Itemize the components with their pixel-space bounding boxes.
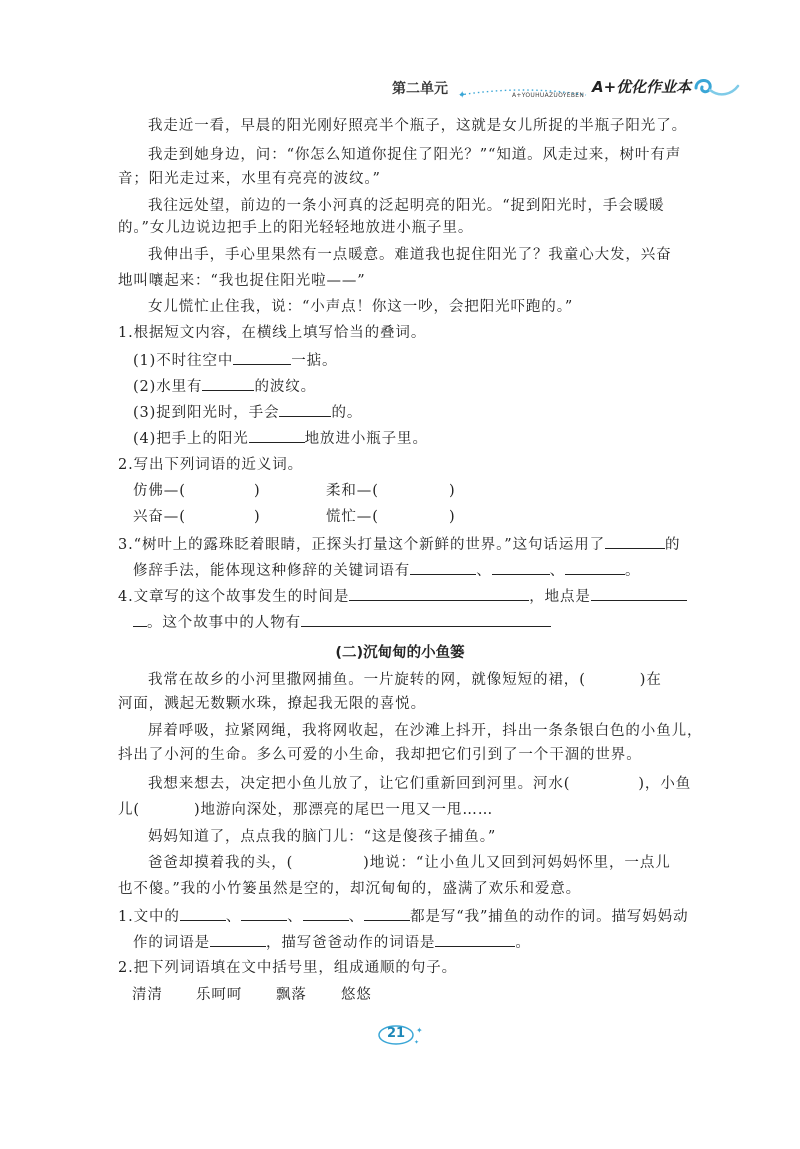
q2-1-text-a: 1.文中的: [118, 909, 180, 925]
swirl-logo-icon: [690, 76, 740, 98]
p5a-text: 爸爸却摸着我的头，(: [148, 855, 294, 871]
answer-blank[interactable]: [279, 402, 331, 417]
q2-word-1: 仿佛—(: [133, 483, 186, 499]
question-1-2: [133, 376, 316, 397]
period: 。: [515, 935, 531, 951]
passage1-p1: 我走近一看，早晨的阳光刚好照亮半个瓶子，这就是女儿所捉的半瓶子阳光了。: [148, 118, 687, 134]
q2-1-text-end: 都是写“我”捕鱼的动作的词。描写妈妈动: [410, 909, 689, 925]
q2-word-2: 柔和—(: [326, 483, 379, 499]
unit-label: 第二单元: [392, 81, 448, 97]
question-1-1: [133, 350, 337, 371]
svg-text:✦: ✦: [458, 90, 467, 99]
question-4b: [133, 612, 551, 633]
passage1-p4b: 地叫嚷起来：“我也捉住阳光啦——”: [118, 273, 366, 289]
passage2-p1a: [148, 670, 662, 690]
passage1-p2a: 我走到她身边，问：“你怎么知道你捉住了阳光？”“知道。风走过来，树叶有声: [148, 147, 682, 163]
answer-blank[interactable]: [133, 612, 147, 627]
word-option: 飘落: [276, 987, 307, 1003]
page-number-text: 21: [386, 1026, 406, 1041]
q4-text-a: 4.文章写的这个故事发生的时间是: [118, 589, 350, 605]
q3-text-a: 3.“树叶上的露珠眨着眼睛，正探头打量这个新鲜的世界。”这句话运用了: [118, 537, 606, 553]
answer-blank[interactable]: [180, 906, 226, 921]
p3b-text: 儿(: [118, 802, 140, 818]
answer-blank[interactable]: [303, 906, 349, 921]
p5a-end: )地说：“让小鱼儿又回到河妈妈怀里，一点儿: [363, 855, 671, 871]
question-1: 1.根据短文内容，在横线上填写恰当的叠词。: [118, 325, 427, 341]
q1-3-text-a: (3)捉到阳光时，手会: [133, 405, 280, 421]
passage1-p4a: 我伸出手，手心里果然有一点暖意。难道我也捉住阳光了？我童心大发，兴奋: [148, 247, 672, 263]
word-option: 乐呵呵: [196, 987, 243, 1003]
q1-4-text-a: (4)把手上的阳光: [133, 431, 249, 447]
paren-close: ): [449, 509, 456, 525]
separator: 、: [225, 909, 242, 925]
q2-1-text-b: 作的词语是: [133, 935, 210, 951]
answer-blank[interactable]: [492, 560, 550, 575]
separator: 、: [287, 909, 303, 925]
answer-blank[interactable]: [241, 906, 287, 921]
passage2-p3b: [118, 800, 493, 820]
answer-blank[interactable]: [591, 586, 687, 601]
answer-blank[interactable]: [435, 932, 515, 947]
p1a-end: )在: [639, 672, 662, 688]
q1-2-text-a: (2)水里有: [133, 379, 203, 395]
passage2-p3a: [148, 774, 691, 794]
passage2-p2a: 屏着呼吸，拉紧网绳，我将网收起，在沙滩上抖开，抖出一条条银白色的小鱼儿，: [148, 723, 703, 739]
p3a-end: )，小鱼: [638, 776, 692, 792]
passage1-p3b: 的。”女儿边说边把手上的阳光轻轻地放进小瓶子里。: [118, 220, 474, 236]
q1-3-text-b: 的。: [331, 405, 363, 421]
separator: 、: [476, 563, 492, 579]
page-header: [392, 74, 752, 108]
page-number: [376, 1024, 424, 1046]
q1-1-text-b: 一掂。: [291, 353, 338, 369]
paren-close: ): [254, 509, 261, 525]
passage2-p5b: 也不傻。”我的小竹篓虽然是空的，却沉甸甸的，盛满了欢乐和爱意。: [118, 881, 582, 897]
q2-word-4: 慌忙—(: [326, 509, 379, 525]
q2-word-3: 兴奋—(: [133, 509, 186, 525]
answer-blank[interactable]: [349, 586, 529, 601]
pinyin-label: A+YOUHUAZUOYEBEN: [512, 92, 585, 99]
book-title: A+优化作业本: [592, 78, 692, 96]
answer-blank[interactable]: [565, 560, 625, 575]
answer-blank[interactable]: [202, 376, 254, 391]
question2-1b: [133, 932, 531, 953]
word-option: 悠悠: [341, 987, 372, 1003]
question-2: 2.写出下列词语的近义词。: [118, 457, 304, 473]
separator: 、: [348, 909, 365, 925]
p1a-text: 我常在故乡的小河里撒网捕鱼。一片旋转的网，就像短短的裙，(: [148, 672, 586, 688]
paren-close: ): [449, 483, 456, 499]
answer-blank[interactable]: [410, 560, 476, 575]
word-option: 清清: [132, 987, 163, 1003]
passage2-p1b: 河面，溅起无数颗水珠，撩起我无限的喜悦。: [118, 696, 426, 712]
question-1-4: [133, 428, 428, 449]
passage2-p2b: 抖出了小河的生命。多么可爱的小生命，我却把它们引到了一个干涸的世界。: [118, 747, 642, 763]
passage1-p3a: 我往远处望，前边的一条小河真的泛起明亮的阳光。“捉到阳光时，手会暖暖: [148, 198, 665, 214]
passage1-p2b: 音；阳光走过来，水里有亮亮的波纹。”: [118, 171, 381, 187]
answer-blank[interactable]: [364, 906, 410, 921]
q1-1-text-a: (1)不时往空中: [133, 353, 234, 369]
passage1-p5: 女儿慌忙止住我，说：“小声点！你这一吵，会把阳光吓跑的。”: [148, 299, 574, 315]
q2-1-text-mid: ，描写爸爸动作的词语是: [266, 935, 436, 951]
q3-text-end: 的: [665, 537, 681, 553]
q4-text-mid: ，地点是: [529, 589, 591, 605]
q4-text-b: 。这个故事中的人物有: [147, 615, 301, 631]
q3-text-b: 修辞手法，能体现这种修辞的关键词语有: [133, 563, 411, 579]
question-3a: [118, 534, 680, 555]
question-3b: [133, 560, 640, 581]
q1-4-text-b: 地放进小瓶子里。: [304, 431, 428, 447]
p3a-text: 我想来想去，决定把小鱼儿放了，让它们重新回到河里。河水(: [148, 776, 571, 792]
answer-blank[interactable]: [233, 350, 291, 365]
svg-text:✦: ✦: [416, 1026, 423, 1035]
section-title: (二)沉甸甸的小鱼篓: [335, 645, 465, 661]
passage2-p4: 妈妈知道了，点点我的脑门儿：“这是傻孩子捕鱼。”: [148, 829, 497, 845]
question2-2: 2.把下列词语填在文中括号里，组成通顺的句子。: [118, 960, 458, 976]
paren-close: ): [254, 483, 261, 499]
q1-2-text-b: 的波纹。: [254, 379, 317, 395]
question-4a: [118, 586, 687, 607]
question2-1a: [118, 906, 689, 927]
answer-blank[interactable]: [605, 534, 665, 549]
period: 。: [625, 563, 641, 579]
answer-blank[interactable]: [249, 428, 305, 443]
p3b-end: )地游向深处，那漂亮的尾巴一甩又一甩……: [193, 802, 494, 818]
answer-blank[interactable]: [210, 932, 266, 947]
passage2-p5a: [148, 853, 671, 873]
answer-blank[interactable]: [301, 612, 551, 627]
question-1-3: [133, 402, 362, 423]
svg-text:✦: ✦: [414, 1039, 420, 1046]
separator: 、: [549, 563, 566, 579]
